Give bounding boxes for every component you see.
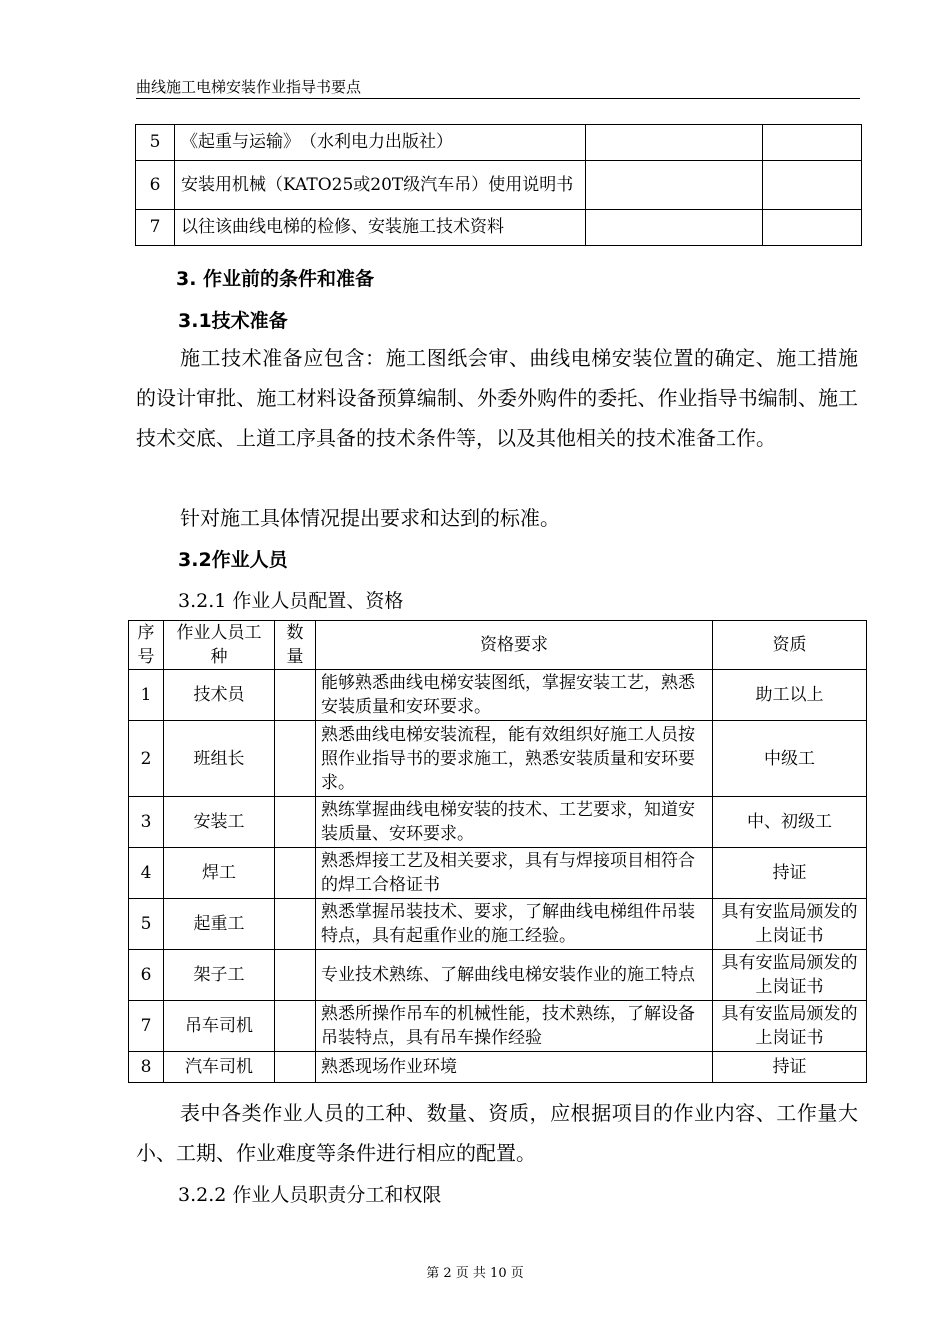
reference-cell	[586, 125, 763, 161]
table-row	[129, 899, 867, 950]
table-row	[129, 721, 867, 797]
table-row	[129, 848, 867, 899]
table-row	[136, 210, 862, 246]
reference-cell	[586, 210, 763, 246]
role-cell: 安装工	[164, 797, 275, 848]
row-number: 7	[129, 1001, 164, 1052]
paragraph: 针对施工具体情况提出要求和达到的标准。	[180, 506, 560, 530]
row-number: 6	[136, 161, 175, 210]
personnel-table	[128, 620, 867, 1083]
subsection-heading: 3.1技术准备	[178, 310, 288, 332]
table-row	[129, 797, 867, 848]
table-row	[129, 1001, 867, 1052]
quantity-cell	[275, 797, 316, 848]
column-header: 资质	[713, 621, 867, 670]
row-number: 8	[129, 1052, 164, 1083]
quantity-cell	[275, 1052, 316, 1083]
role-cell: 架子工	[164, 950, 275, 1001]
table-row	[129, 1052, 867, 1083]
reference-title: 安装用机械（KATO25或20T级汽车吊）使用说明书	[175, 161, 586, 210]
qualification-cell: 具有安监局颁发的上岗证书	[713, 899, 867, 950]
role-cell: 起重工	[164, 899, 275, 950]
page-footer: 第 2 页 共 10 页	[426, 1266, 524, 1281]
qualification-cell: 持证	[713, 1052, 867, 1083]
requirement-cell: 熟悉掌握吊装技术、要求，了解曲线电梯组件吊装特点，具有起重作业的施工经验。	[316, 899, 713, 950]
row-number: 2	[129, 721, 164, 797]
row-number: 6	[129, 950, 164, 1001]
table-row	[136, 161, 862, 210]
table-row	[136, 125, 862, 161]
table-row	[129, 950, 867, 1001]
requirement-cell: 能够熟悉曲线电梯安装图纸，掌握安装工艺，熟悉安装质量和安环要求。	[316, 670, 713, 721]
reference-title: 《起重与运输》 （水利电力出版社）	[175, 125, 586, 161]
row-number: 5	[129, 899, 164, 950]
qualification-cell: 中、初级工	[713, 797, 867, 848]
sub-subsection-heading: 3.2.2 作业人员职责分工和权限	[178, 1184, 442, 1206]
table-row	[129, 670, 867, 721]
quantity-cell	[275, 899, 316, 950]
quantity-cell	[275, 721, 316, 797]
role-cell: 班组长	[164, 721, 275, 797]
row-number: 5	[136, 125, 175, 161]
requirement-cell: 熟练掌握曲线电梯安装的技术、工艺要求，知道安装质量、安环要求。	[316, 797, 713, 848]
column-header: 作业人员工种	[164, 621, 275, 670]
role-cell: 焊工	[164, 848, 275, 899]
qualification-cell: 中级工	[713, 721, 867, 797]
paragraph: 施工技术准备应包含：施工图纸会审、曲线电梯安装位置的确定、施工措施的设计审批、施工材料设备预算编制、外委外购件的委托、作业指导书编制、施工技术交底、上道工序具备的技术条件等，以及其他相关的技术准备工作。	[136, 346, 858, 450]
requirement-cell: 熟悉焊接工艺及相关要求，具有与焊接项目相符合的焊工合格证书	[316, 848, 713, 899]
page-header: 曲线施工电梯安装作业指导书要点	[136, 76, 860, 99]
column-header: 资格要求	[316, 621, 713, 670]
reference-cell	[763, 210, 862, 246]
requirement-cell: 熟悉现场作业环境	[316, 1052, 713, 1083]
row-number: 4	[129, 848, 164, 899]
qualification-cell: 助工以上	[713, 670, 867, 721]
reference-cell	[763, 161, 862, 210]
reference-cell	[586, 161, 763, 210]
reference-cell	[763, 125, 862, 161]
quantity-cell	[275, 670, 316, 721]
row-number: 3	[129, 797, 164, 848]
role-cell: 吊车司机	[164, 1001, 275, 1052]
qualification-cell: 具有安监局颁发的上岗证书	[713, 1001, 867, 1052]
row-number: 1	[129, 670, 164, 721]
requirement-cell: 熟悉曲线电梯安装流程，能有效组织好施工人员按照作业指导书的要求施工，熟悉安装质量和安环要求。	[316, 721, 713, 797]
qualification-cell: 具有安监局颁发的上岗证书	[713, 950, 867, 1001]
role-cell: 汽车司机	[164, 1052, 275, 1083]
requirement-cell: 专业技术熟练、了解曲线电梯安装作业的施工特点	[316, 950, 713, 1001]
column-header: 数量	[275, 621, 316, 670]
qualification-cell: 持证	[713, 848, 867, 899]
reference-title: 以往该曲线电梯的检修、安装施工技术资料	[175, 210, 586, 246]
sub-subsection-heading: 3.2.1 作业人员配置、资格	[178, 590, 404, 612]
reference-table	[135, 124, 862, 246]
row-number: 7	[136, 210, 175, 246]
quantity-cell	[275, 1001, 316, 1052]
quantity-cell	[275, 848, 316, 899]
section-heading: 3. 作业前的条件和准备	[176, 268, 375, 290]
table-header-row	[129, 621, 867, 670]
quantity-cell	[275, 950, 316, 1001]
column-header: 序号	[129, 621, 164, 670]
requirement-cell: 熟悉所操作吊车的机械性能，技术熟练，了解设备吊装特点，具有吊车操作经验	[316, 1001, 713, 1052]
role-cell: 技术员	[164, 670, 275, 721]
subsection-heading: 3.2作业人员	[178, 549, 288, 571]
paragraph: 表中各类作业人员的工种、数量、资质，应根据项目的作业内容、工作量大小、工期、作业难度等条件进行相应的配置。	[136, 1101, 858, 1165]
